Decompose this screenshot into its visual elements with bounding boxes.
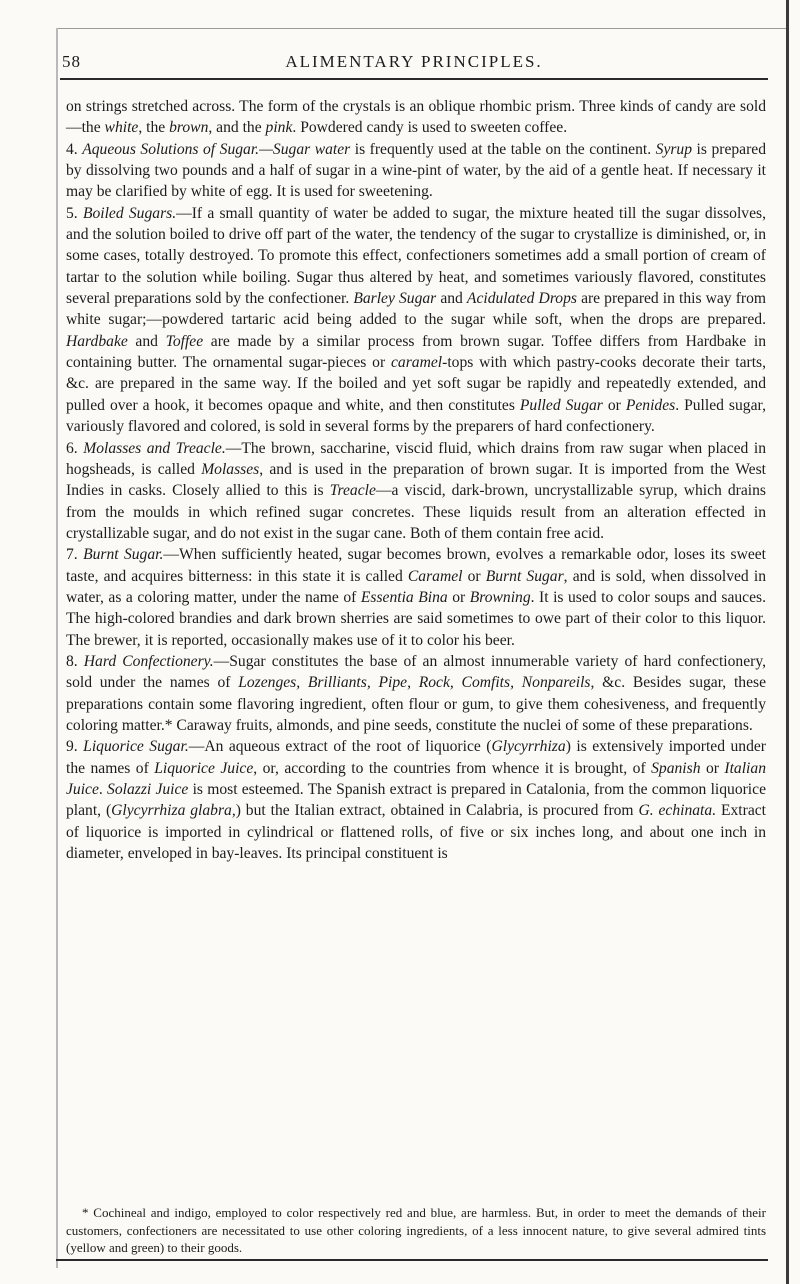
text-run: 8. [66, 652, 84, 670]
italic-run: caramel [391, 354, 443, 372]
italic-run: Liquorice Sugar. [83, 738, 189, 756]
text-run: Extract of liquorice is imported in cylindrical or flattened rolls, of five or six inches long, and about one inch in diameter, enveloped in bay-leaves. Its principal constituent is [66, 802, 767, 863]
text-run: 5. [66, 204, 83, 222]
paragraph [66, 544, 766, 651]
text-run: or [602, 396, 626, 414]
italic-run: Essentia Bina [360, 588, 448, 606]
text-run: —Sugar constitutes the base of an almost innumerable variety of hard confectionery, sold under the names of [66, 652, 766, 692]
italic-run: Lozenges, Brilliants, Pipe, Rock, Comfits, Nonpareils [238, 674, 591, 692]
text-run: , or, according to the countries from whence it is brought, of [253, 759, 652, 777]
page-frame-top-rule [56, 28, 788, 29]
text-run: or [447, 588, 470, 606]
paragraph [66, 438, 766, 545]
text-run: ) is extensively imported under the names of [66, 738, 767, 777]
text-run: -tops with which pastry-cooks decorate their tarts, &c. are prepared in the same way. If the boiled and yet soft sugar be rapidly and repeatedly extended, and pulled over a hook, it becomes opaque and white, and then constitutes [66, 354, 767, 414]
text-run: 9. [66, 738, 84, 756]
italic-run: Treacle [329, 482, 376, 500]
paragraph [66, 203, 766, 438]
italic-run: Liquorice Juice [154, 759, 254, 777]
italic-run: Hardbake [66, 332, 128, 350]
italic-run: G. echinata. [638, 802, 717, 820]
page-frame-right-edge [786, 0, 789, 1284]
italic-run: Pulled Sugar [519, 396, 603, 414]
text-run: is most esteemed. The Spanish extract is prepared in Catalonia, from the common liquorice plant, ( [66, 781, 766, 820]
italic-run: Syrup [655, 140, 693, 158]
italic-run: Glycyrrhiza [491, 738, 566, 756]
italic-run: brown [169, 119, 209, 137]
text-run: or [700, 759, 725, 777]
text-run: 6. [66, 439, 84, 457]
page-frame-left-edge [56, 28, 58, 1268]
italic-run: Italian Juice [66, 759, 766, 798]
text-run: . Pulled sugar, variously flavored and colored, is sold in several forms by the preparers of hard confectionery. [66, 396, 766, 436]
text-run: —The brown, saccharine, viscid fluid, which drains from raw sugar when placed in hogsheads, is called [66, 439, 766, 478]
text-run: . [98, 781, 108, 798]
italic-run: Burnt Sugar [485, 567, 564, 585]
italic-run: Acidulated Drops [466, 290, 577, 308]
text-run: , and is sold, when dissolved in water, as a coloring matter, under the name of [66, 567, 766, 606]
italic-run: Toffee [165, 332, 204, 350]
text-run: , and is used in the preparation of brown sugar. It is imported from the West Indies in casks. Closely allied to this is [66, 460, 766, 500]
paragraph [66, 736, 766, 864]
text-run: is frequently used at the table on the continent. [350, 140, 656, 158]
text-run: 4. [66, 140, 83, 158]
text-run: 7. [66, 546, 84, 564]
italic-run: Molasses and Treacle. [83, 439, 226, 457]
footnote [66, 1204, 766, 1257]
paragraph [66, 651, 766, 736]
paragraph [66, 96, 766, 139]
text-run: . Powdered candy is used to sweeten coffee. [292, 119, 568, 137]
text-run: is prepared by dissolving two pounds and a half of sugar in a wine-pint of water, by the aid of a gentle heat. If necessary it may be clarified by white of egg. It is used for sweetening. [66, 140, 767, 201]
text-run: , and the [208, 119, 266, 137]
italic-run: Penides [625, 396, 676, 414]
italic-run: Hard Confectionery. [83, 652, 214, 670]
italic-run: Molasses [201, 460, 260, 478]
bottom-rule [56, 1259, 768, 1261]
running-title: ALIMENTARY PRINCIPLES. [285, 52, 543, 71]
italic-run: Boiled Sugars. [82, 204, 177, 222]
header-rule [60, 78, 768, 80]
text-run: and [436, 290, 467, 308]
text-run: are made by a similar process from brown sugar. Toffee differs from Hardbake in containing butter. The ornamental sugar-pieces or [66, 332, 767, 372]
page-number: 58 [62, 52, 81, 71]
text-run: —a viscid, dark-brown, uncrystallizable syrup, which drains from the moulds in which refined sugar concretes. These liquids result from an alteration effected in crystallizable sugar, and do not exist in the sugar cane. Both of them contain free acid. [66, 482, 766, 542]
text-run: . It is used to color soups and sauces. The high-colored brandies and dark brown sherries are said sometimes to owe part of their color to this liquor. The brewer, it is reported, occasionally makes use of it to color his beer. [66, 588, 766, 649]
footnote-text: * Cochineal and indigo, employed to color respectively red and blue, are harmless. But, in order to meet the demands of their customers, confectioners are necessitated to use other coloring ingredients, of a less innocent nature, to give several admired tints (yellow and green) to their goods. [66, 1205, 766, 1255]
text-run: , &c. Besides sugar, these preparations contain some flavoring ingredient, often flour or gum, to give them cohesiveness, and frequently coloring matter.* Caraway fruits, almonds, and pine seeds, constitute the nuclei of some of these preparations. [66, 674, 766, 734]
text-run: , the [138, 119, 170, 137]
text-run: ) but the Italian extract, obtained in Calabria, is procured from [235, 802, 639, 820]
italic-run: Solazzi Juice [107, 781, 189, 798]
italic-run: Spanish [651, 759, 701, 777]
text-run: —If a small quantity of water be added to sugar, the mixture heated till the sugar dissolves, and the solution boiled to drive off part of the water, the tendency of the sugar to crystallize is diminished, or, in some cases, totally destroyed. To promote this effect, confectioners sometimes add a small portion of cream of tartar to the solution while boiling. Sugar thus altered by heat, and sometimes variously flavored, constitutes several preparations sold by the confectioner. [66, 204, 766, 308]
text-run: or [462, 567, 486, 585]
italic-run: Barley Sugar [353, 290, 437, 308]
paragraph [66, 139, 766, 203]
italic-run: Caramel [407, 567, 463, 585]
italic-run: white [104, 119, 139, 137]
italic-run: Aqueous Solutions of Sugar.—Sugar water [82, 140, 351, 158]
italic-run: pink [265, 119, 293, 137]
text-run: —When sufficiently heated, sugar becomes brown, evolves a remarkable odor, loses its sweet taste, and acquires bitterness: in this state it is called [66, 546, 767, 585]
text-run: on strings stretched across. The form of the crystals is an oblique rhombic prism. Three kinds of candy are sold—the [66, 98, 766, 137]
italic-run: Browning [469, 588, 531, 606]
book-page [60, 44, 768, 1264]
italic-run: Burnt Sugar. [83, 546, 164, 564]
page-header [60, 44, 768, 80]
text-run: and [127, 332, 166, 350]
italic-run: Glycyrrhiza glabra, [111, 802, 236, 820]
text-run: —An aqueous extract of the root of liquorice ( [188, 738, 492, 756]
body-text [66, 96, 766, 864]
text-run: are prepared in this way from white sugar;—powdered tartaric acid being added to the sugar while soft, when the drops are prepared. [66, 290, 767, 329]
